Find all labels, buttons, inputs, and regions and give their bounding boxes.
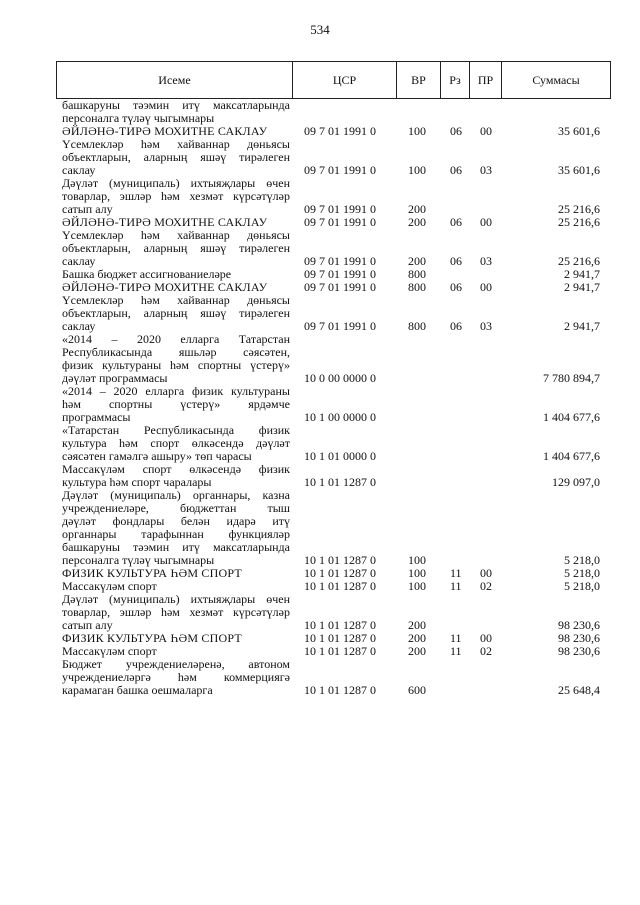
header-vr: ВР <box>397 62 441 99</box>
row-name <box>56 645 290 658</box>
row-name-line: башкаруны тәэмин итү максатларында <box>62 99 290 112</box>
row-vr: 100 <box>408 163 426 177</box>
row-rz: 06 <box>450 319 462 333</box>
row-sum: 2 941,7 <box>564 267 600 281</box>
row-csr: 10 1 01 1287 0 <box>304 631 376 645</box>
row-name-line: саклау <box>62 164 96 177</box>
table-row <box>56 216 610 229</box>
row-name <box>56 281 290 294</box>
page-number: 534 <box>310 22 330 37</box>
row-name-line: «Татарстан Республикасында физик <box>62 424 290 437</box>
row-name-line: ӘЙЛӘНӘ-ТИРӘ МОХИТНЕ САКЛАУ <box>62 216 268 229</box>
header-csr: ЦСР <box>293 62 397 99</box>
row-name <box>56 268 290 281</box>
table-row <box>56 463 610 489</box>
row-name-line: органнары тарафыннан функцияләр <box>62 528 290 541</box>
row-name-line: Массакүләм спорт өлкәсендә физик <box>62 463 290 476</box>
row-name-line: культура һәм спорт чаралары <box>62 476 212 489</box>
row-csr: 09 7 01 1991 0 <box>304 280 376 294</box>
row-name <box>56 424 290 463</box>
row-sum: 25 216,6 <box>558 254 600 268</box>
table-row <box>56 333 610 385</box>
header-sum: Суммасы <box>502 62 611 99</box>
row-name-line: сатып алу <box>62 203 113 216</box>
table-body <box>56 99 610 697</box>
row-name-line: учреждениеләргә һәм коммерциягә <box>62 671 290 684</box>
row-name <box>56 216 290 229</box>
row-name-line: дәүләт программасы <box>62 372 168 385</box>
row-sum: 1 404 677,6 <box>543 410 600 424</box>
table-row <box>56 593 610 632</box>
table-row <box>56 99 610 125</box>
row-csr: 09 7 01 1991 0 <box>304 267 376 281</box>
row-name-line: культура һәм спорт өлкәсендә дәүләт <box>62 437 290 450</box>
row-sum: 98 230,6 <box>558 618 600 632</box>
row-csr: 09 7 01 1991 0 <box>304 163 376 177</box>
row-sum: 25 216,6 <box>558 202 600 216</box>
row-name <box>56 229 290 268</box>
row-name <box>56 632 290 645</box>
row-name-line: Массакүләм спорт <box>62 645 157 658</box>
table-row <box>56 645 610 658</box>
row-csr: 10 1 01 1287 0 <box>304 475 376 489</box>
row-name-line: учреждениеләре, бюджеттан тыш <box>62 502 290 515</box>
row-csr: 09 7 01 1991 0 <box>304 202 376 216</box>
row-vr: 800 <box>408 267 426 281</box>
row-pr: 00 <box>480 215 492 229</box>
row-name-line: ӘЙЛӘНӘ-ТИРӘ МОХИТНЕ САКЛАУ <box>62 125 268 138</box>
row-name <box>56 658 290 697</box>
row-name <box>56 385 290 424</box>
row-rz: 11 <box>450 579 462 593</box>
row-name-line: Башка бюджет ассигнованиеләре <box>62 268 232 281</box>
row-sum: 2 941,7 <box>564 280 600 294</box>
row-name <box>56 99 290 125</box>
row-vr: 100 <box>408 566 426 580</box>
table-row <box>56 177 610 216</box>
row-csr: 10 1 00 0000 0 <box>304 410 376 424</box>
row-csr: 10 1 01 1287 0 <box>304 579 376 593</box>
row-name-line: объектларын, аларның яшәү тирәлеген <box>62 242 290 255</box>
table-row <box>56 281 610 294</box>
row-csr: 09 7 01 1991 0 <box>304 319 376 333</box>
row-rz: 06 <box>450 254 462 268</box>
row-vr: 200 <box>408 618 426 632</box>
row-name-line: дәүләт фондлары белән идарә итү <box>62 515 290 528</box>
row-rz: 06 <box>450 124 462 138</box>
row-pr: 00 <box>480 631 492 645</box>
row-name <box>56 580 290 593</box>
row-name-line: Бюджет учреждениеләренә, автоном <box>62 658 290 671</box>
row-name <box>56 463 290 489</box>
row-sum: 5 218,0 <box>564 579 600 593</box>
row-sum: 129 097,0 <box>552 475 600 489</box>
row-name-line: һәм спортны үстерү» ярдәмче <box>62 398 290 411</box>
row-sum: 7 780 894,7 <box>543 371 600 385</box>
row-sum: 5 218,0 <box>564 566 600 580</box>
row-name-line: карамаган башка оешмаларга <box>62 684 213 697</box>
row-vr: 200 <box>408 215 426 229</box>
row-name-line: сәясәтен гамәлгә ашыру» төп чарасы <box>62 450 252 463</box>
row-name <box>56 489 290 567</box>
row-name-line: Үсемлекләр һәм хайваннар дөньясы <box>62 229 290 242</box>
row-pr: 03 <box>480 254 492 268</box>
row-name <box>56 177 290 216</box>
row-name-line: объектларын, аларның яшәү тирәлеген <box>62 307 290 320</box>
row-name-line: объектларын, аларның яшәү тирәлеген <box>62 151 290 164</box>
row-csr: 10 1 01 1287 0 <box>304 644 376 658</box>
row-rz: 06 <box>450 163 462 177</box>
row-sum: 35 601,6 <box>558 124 600 138</box>
row-csr: 09 7 01 1991 0 <box>304 254 376 268</box>
row-name <box>56 138 290 177</box>
row-vr: 200 <box>408 202 426 216</box>
row-vr: 100 <box>408 124 426 138</box>
row-name <box>56 294 290 333</box>
row-csr: 10 1 01 1287 0 <box>304 683 376 697</box>
table-row <box>56 489 610 567</box>
row-name-line: саклау <box>62 255 96 268</box>
row-sum: 2 941,7 <box>564 319 600 333</box>
row-name <box>56 333 290 385</box>
row-pr: 00 <box>480 566 492 580</box>
row-sum: 1 404 677,6 <box>543 449 600 463</box>
row-name <box>56 593 290 632</box>
row-pr: 00 <box>480 280 492 294</box>
row-vr: 200 <box>408 644 426 658</box>
row-name-line: физик культураны һәм спортны үстерү» <box>62 359 290 372</box>
row-csr: 09 7 01 1991 0 <box>304 215 376 229</box>
table-row <box>56 125 610 138</box>
header-name: Исеме <box>57 62 293 99</box>
row-name-line: Массакүләм спорт <box>62 580 157 593</box>
row-csr: 10 1 01 1287 0 <box>304 553 376 567</box>
table-row <box>56 229 610 268</box>
row-name-line: программасы <box>62 411 131 424</box>
table-row <box>56 424 610 463</box>
row-name-line: товарлар, эшләр һәм хезмәт күрсәтүләр <box>62 606 290 619</box>
table-row <box>56 385 610 424</box>
row-vr: 100 <box>408 553 426 567</box>
row-rz: 06 <box>450 280 462 294</box>
row-name-line: персоналга түләү чыгымнары <box>62 554 215 567</box>
row-pr: 02 <box>480 579 492 593</box>
row-sum: 5 218,0 <box>564 553 600 567</box>
row-sum: 25 648,4 <box>558 683 600 697</box>
table-header <box>56 61 611 99</box>
row-rz: 06 <box>450 215 462 229</box>
row-name-line: Үсемлекләр һәм хайваннар дөньясы <box>62 138 290 151</box>
table-row <box>56 658 610 697</box>
row-name-line: «2014 – 2020 елларга физик культураны <box>62 385 290 398</box>
row-name-line: Дәүләт (муниципаль) ихтыяҗлары өчен <box>62 593 290 606</box>
row-csr: 09 7 01 1991 0 <box>304 124 376 138</box>
row-sum: 98 230,6 <box>558 631 600 645</box>
row-csr: 10 1 01 0000 0 <box>304 449 376 463</box>
row-csr: 10 1 01 1287 0 <box>304 618 376 632</box>
row-vr: 800 <box>408 319 426 333</box>
row-sum: 35 601,6 <box>558 163 600 177</box>
row-name-line: Дәүләт (муниципаль) органнары, казна <box>62 489 290 502</box>
row-name-line: Республикасында яшьләр сәясәтен, <box>62 346 290 359</box>
row-pr: 03 <box>480 163 492 177</box>
row-name-line: саклау <box>62 320 96 333</box>
row-name <box>56 567 290 580</box>
row-vr: 800 <box>408 280 426 294</box>
row-name-line: Үсемлекләр һәм хайваннар дөньясы <box>62 294 290 307</box>
row-name-line: персоналга түләү чыгымнары <box>62 112 215 125</box>
row-vr: 600 <box>408 683 426 697</box>
row-sum: 25 216,6 <box>558 215 600 229</box>
table-row <box>56 138 610 177</box>
row-sum: 98 230,6 <box>558 644 600 658</box>
header-rz: Рз <box>441 62 470 99</box>
row-vr: 200 <box>408 254 426 268</box>
table-row <box>56 580 610 593</box>
row-name-line: ӘЙЛӘНӘ-ТИРӘ МОХИТНЕ САКЛАУ <box>62 281 268 294</box>
row-rz: 11 <box>450 566 462 580</box>
row-name-line: башкаруны тәэмин итү максатларында <box>62 541 290 554</box>
row-name-line: товарлар, эшләр һәм хезмәт күрсәтүләр <box>62 190 290 203</box>
table-row <box>56 294 610 333</box>
row-pr: 02 <box>480 644 492 658</box>
row-name-line: ФИЗИК КУЛЬТУРА ҺӘМ СПОРТ <box>62 567 242 580</box>
row-name <box>56 125 290 138</box>
row-rz: 11 <box>450 631 462 645</box>
row-pr: 00 <box>480 124 492 138</box>
row-name-line: ФИЗИК КУЛЬТУРА ҺӘМ СПОРТ <box>62 632 242 645</box>
row-name-line: «2014 – 2020 елларга Татарстан <box>62 333 290 346</box>
row-csr: 10 1 01 1287 0 <box>304 566 376 580</box>
row-csr: 10 0 00 0000 0 <box>304 371 376 385</box>
row-name-line: сатып алу <box>62 619 113 632</box>
row-pr: 03 <box>480 319 492 333</box>
row-name-line: Дәүләт (муниципаль) ихтыяҗлары өчен <box>62 177 290 190</box>
row-rz: 11 <box>450 644 462 658</box>
row-vr: 100 <box>408 579 426 593</box>
row-vr: 200 <box>408 631 426 645</box>
header-pr: ПР <box>470 62 502 99</box>
